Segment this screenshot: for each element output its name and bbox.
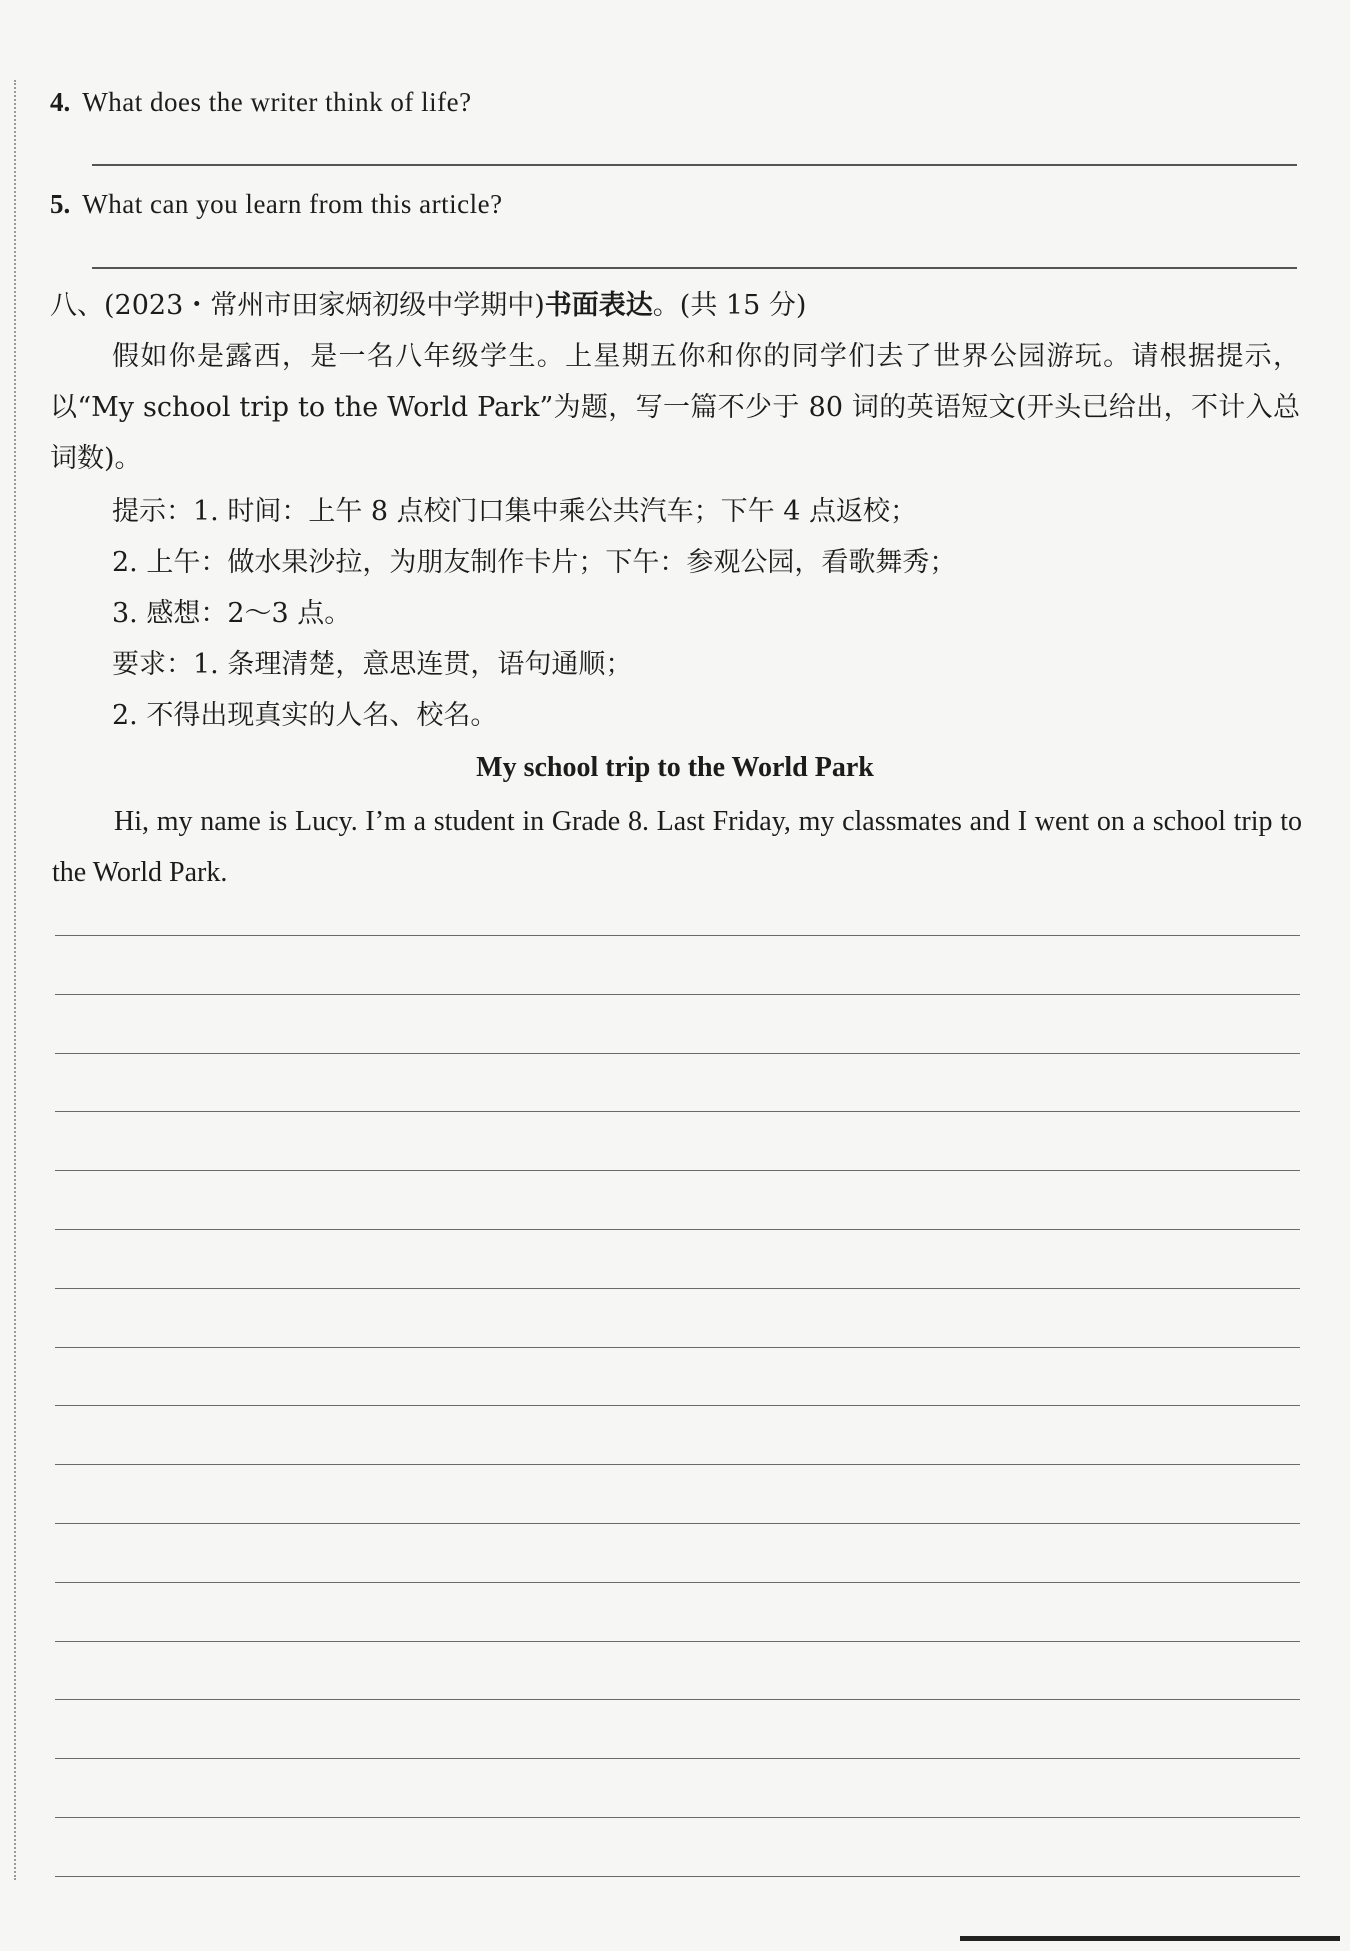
section-heading-suffix: 。(共 15 分): [652, 290, 807, 321]
writing-line[interactable]: [55, 1641, 1300, 1642]
writing-line[interactable]: [55, 935, 1300, 936]
writing-line[interactable]: [55, 1699, 1300, 1700]
writing-line[interactable]: [55, 1405, 1300, 1406]
section-heading: [50, 288, 806, 324]
writing-line[interactable]: [55, 1464, 1300, 1465]
question-text: What does the writer think of life?: [82, 87, 472, 117]
tip-line-2: 2. 上午：做水果沙拉，为朋友制作卡片；下午：参观公园，看歌舞秀；: [112, 547, 957, 578]
question-number: 4.: [50, 87, 71, 117]
writing-line[interactable]: [55, 994, 1300, 995]
tip-line-3: 3. 感想：2～3 点。: [112, 598, 352, 629]
section-heading-title: 书面表达: [544, 290, 653, 321]
writing-line[interactable]: [55, 1288, 1300, 1289]
writing-line[interactable]: [55, 1876, 1300, 1877]
requirement-line-1: 要求：1. 条理清楚，意思连贯，语句通顺；: [112, 649, 633, 680]
writing-line[interactable]: [55, 1229, 1300, 1230]
tip-line-1: 提示：1. 时间：上午 8 点校门口集中乘公共汽车；下午 4 点返校；: [112, 496, 918, 527]
writing-line[interactable]: [55, 1053, 1300, 1054]
answer-line-4[interactable]: [92, 164, 1297, 166]
writing-line[interactable]: [55, 1758, 1300, 1759]
writing-line[interactable]: [55, 1582, 1300, 1583]
essay-title: My school trip to the World Park: [476, 752, 874, 783]
section-heading-prefix: 八、(2023・常州市田家炳初级中学期中): [50, 290, 545, 321]
question-4: [50, 84, 472, 121]
writing-prompt: 假如你是露西，是一名八年级学生。上星期五你和你的同学们去了世界公园游玩。请根据提示，以“My school trip to the World Park”为题，写一篇不少于 80 词的英语短文(开头已给出，不计入总词数)。: [50, 341, 1300, 474]
essay-opening: Hi, my name is Lucy. I’m a student in Grade 8. Last Friday, my classmates and I went on a school trip to the World Park.: [52, 806, 1302, 888]
writing-line[interactable]: [55, 1523, 1300, 1524]
writing-line[interactable]: [55, 1170, 1300, 1171]
answer-line-5[interactable]: [92, 267, 1297, 269]
binding-margin-rule: [14, 80, 16, 1880]
question-number: 5.: [50, 189, 71, 219]
question-5: [50, 186, 503, 223]
writing-line[interactable]: [55, 1111, 1300, 1112]
writing-line[interactable]: [55, 1347, 1300, 1348]
requirement-line-2: 2. 不得出现真实的人名、校名。: [112, 700, 498, 731]
writing-line[interactable]: [55, 1817, 1300, 1818]
question-text: What can you learn from this article?: [82, 189, 503, 219]
bottom-rule: [960, 1936, 1340, 1941]
